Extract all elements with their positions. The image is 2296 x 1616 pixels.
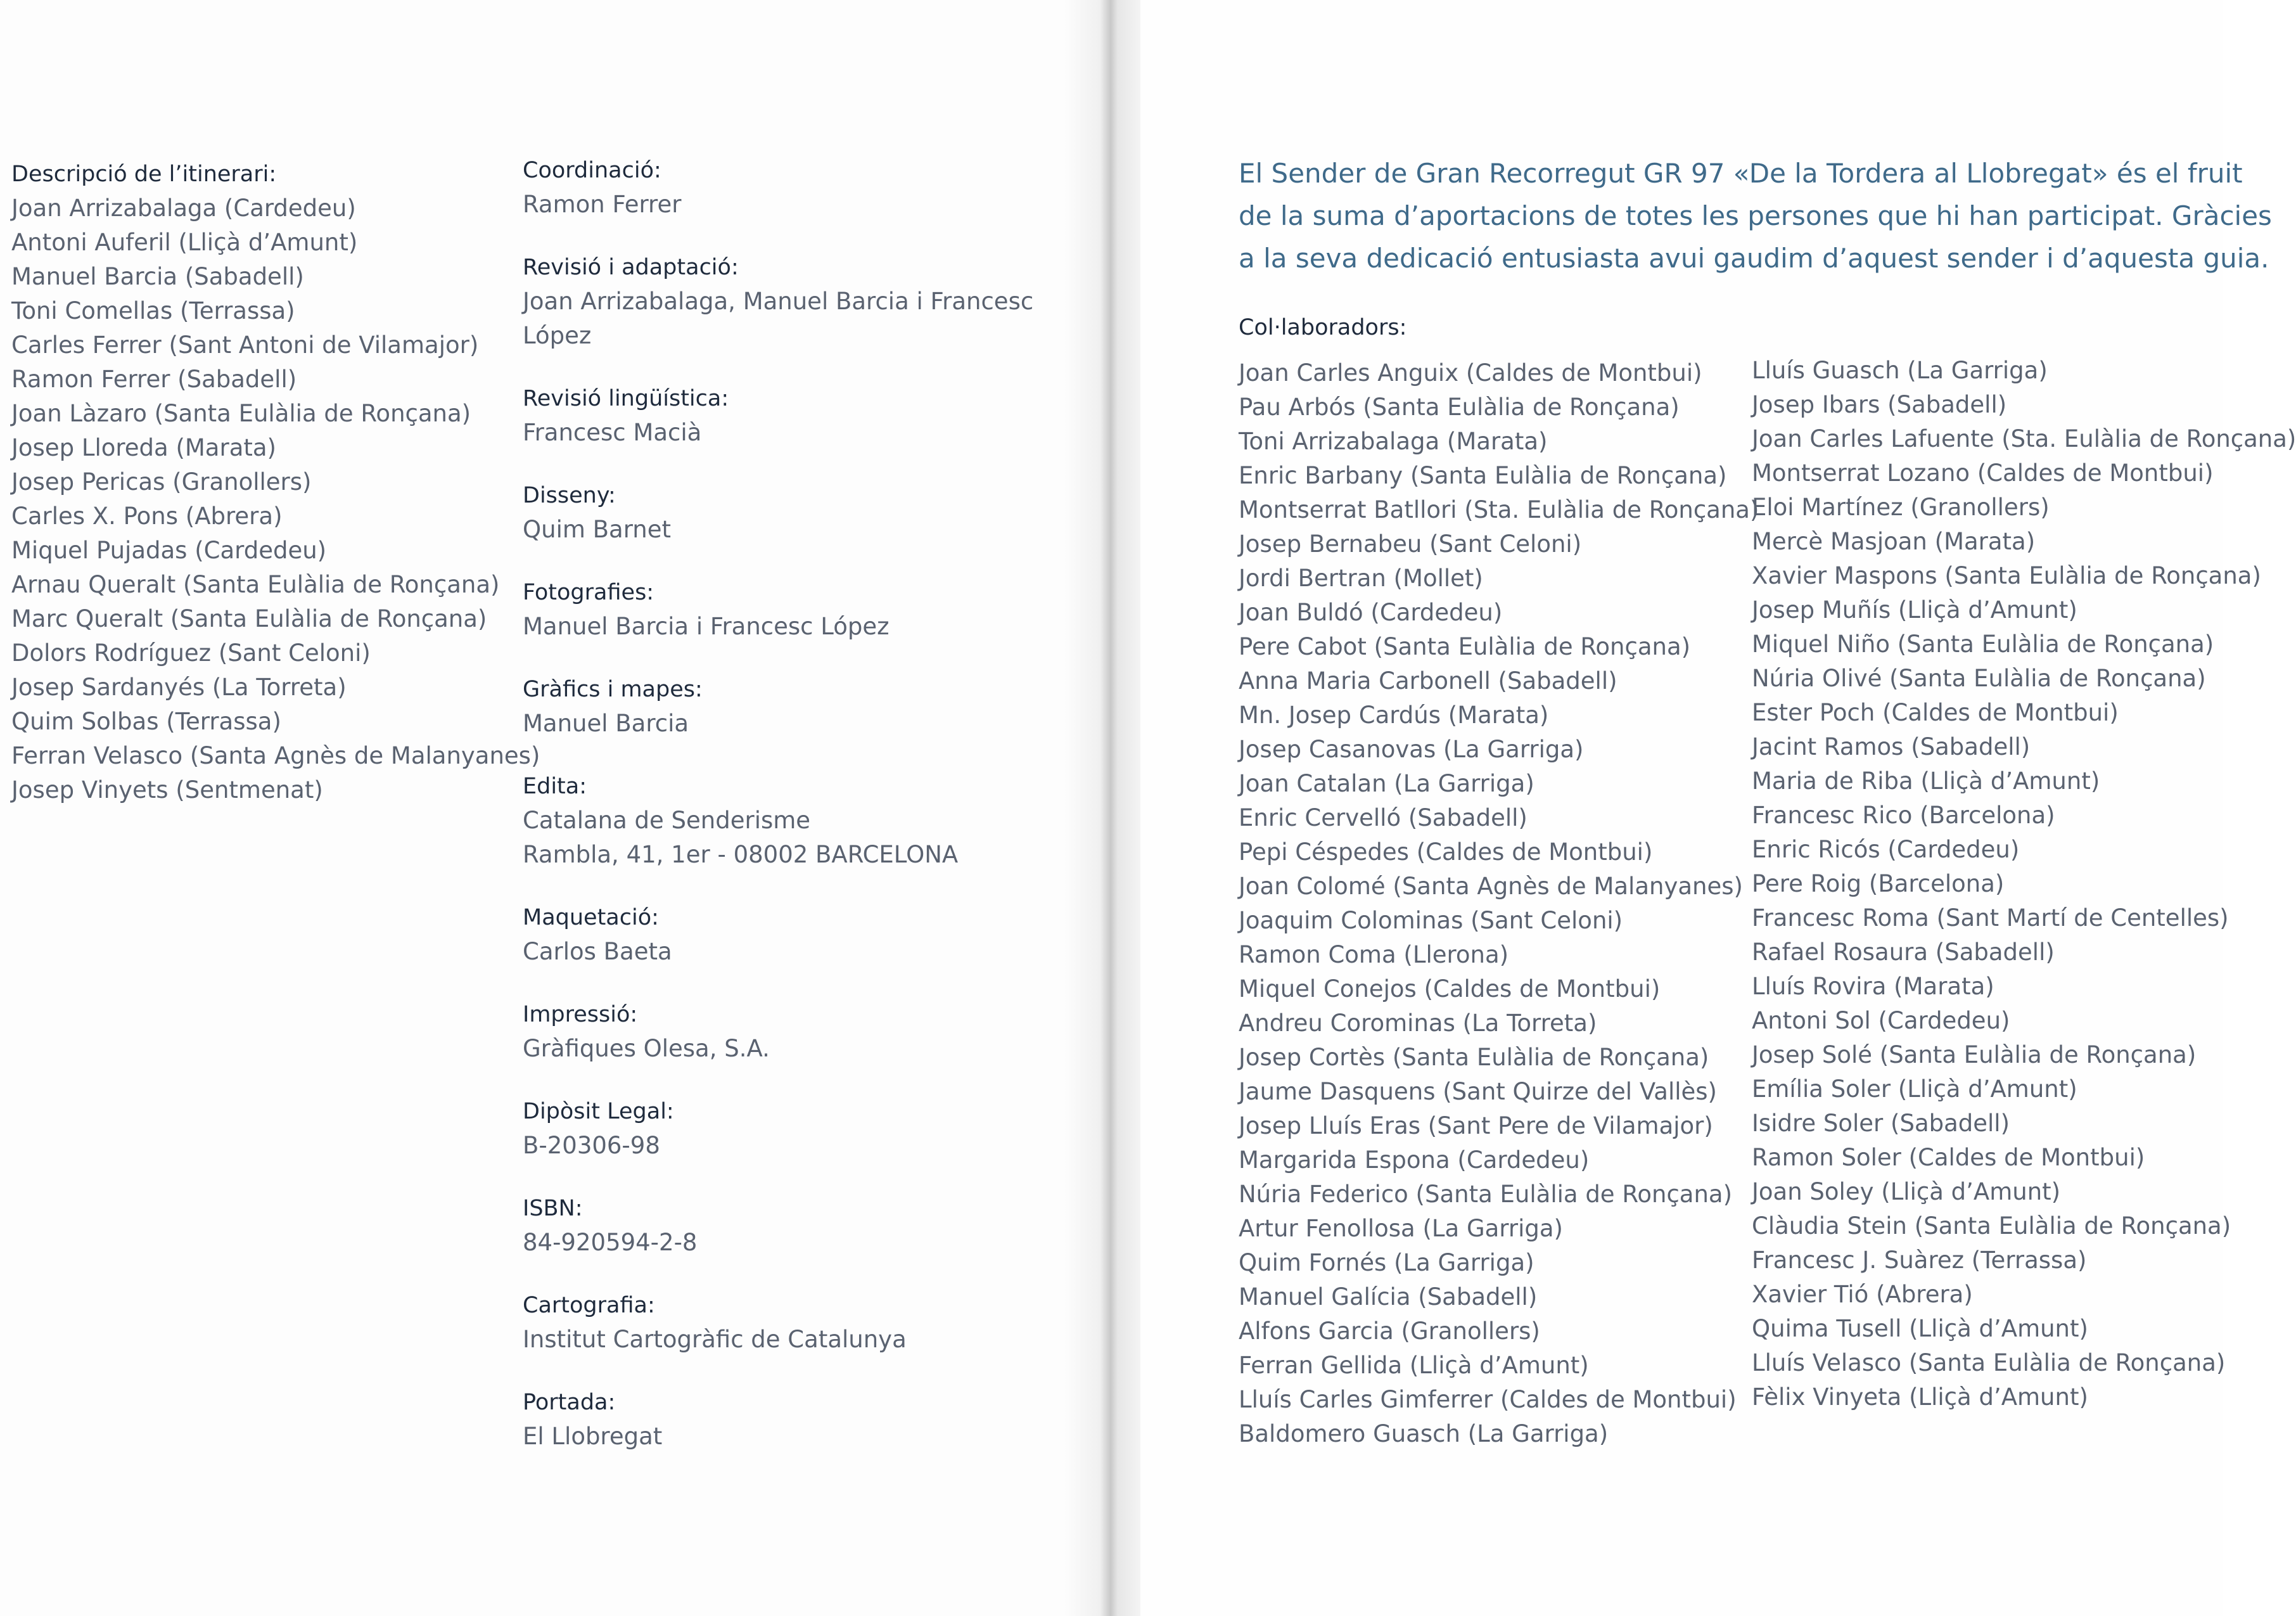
collaborator-name: Joan Colomé (Santa Agnès de Malanyanes) <box>1239 873 1743 900</box>
collaborators-heading: Col·laboradors: <box>1239 315 1407 340</box>
credit-section <box>523 769 1042 872</box>
credit-section <box>523 672 1042 741</box>
credit-heading: Dipòsit Legal: <box>523 1099 674 1124</box>
collaborator-name: Artur Fenollosa (La Garriga) <box>1239 1215 1563 1242</box>
collaborator-name: Joan Soley (Lliçà d’Amunt) <box>1752 1178 2061 1205</box>
credit-value: 84-920594-2-8 <box>523 1229 698 1256</box>
collaborator-name: Joan Catalan (La Garriga) <box>1239 770 1534 797</box>
collaborator-name: Toni Arrizabalaga (Marata) <box>1239 428 1548 455</box>
collaborator-name: Pere Cabot (Santa Eulàlia de Ronçana) <box>1239 633 1691 660</box>
collaborator-name: Quima Tusell (Lliçà d’Amunt) <box>1752 1315 2088 1342</box>
itinerary-name: Carles Ferrer (Sant Antoni de Vilamajor) <box>11 331 479 359</box>
collaborator-name: Josep Ibars (Sabadell) <box>1752 391 2007 418</box>
credit-heading: Fotografies: <box>523 580 654 605</box>
collaborator-name: Miquel Conejos (Caldes de Montbui) <box>1239 975 1661 1003</box>
collaborator-name: Francesc Rico (Barcelona) <box>1752 802 2055 829</box>
collaborator-name: Joaquim Colominas (Sant Celoni) <box>1239 907 1623 934</box>
collaborator-name: Ramon Soler (Caldes de Montbui) <box>1752 1144 2145 1171</box>
collaborator-name: Núria Federico (Santa Eulàlia de Ronçana) <box>1239 1181 1733 1208</box>
collaborator-name: Miquel Niño (Santa Eulàlia de Ronçana) <box>1752 631 2214 658</box>
itinerary-name: Manuel Barcia (Sabadell) <box>11 263 304 290</box>
itinerary-name: Josep Sardanyés (La Torreta) <box>11 674 347 701</box>
itinerary-name: Joan Arrizabalaga (Cardedeu) <box>11 195 356 222</box>
collaborator-name: Josep Solé (Santa Eulàlia de Ronçana) <box>1752 1041 2197 1068</box>
credit-heading: Maquetació: <box>523 905 659 930</box>
collaborator-name: Rafael Rosaura (Sabadell) <box>1752 939 2055 966</box>
credit-heading: Portada: <box>523 1390 616 1415</box>
collaborator-name: Margarida Espona (Cardedeu) <box>1239 1146 1590 1174</box>
intro-line: El Sender de Gran Recorregut GR 97 «De la Tordera al Llobregat» és el fruit <box>1239 158 2243 189</box>
collaborator-name: Lluís Carles Gimferrer (Caldes de Montbui) <box>1239 1386 1737 1413</box>
collaborator-name: Josep Bernabeu (Sant Celoni) <box>1239 530 1582 558</box>
credit-heading: Coordinació: <box>523 158 661 183</box>
credit-section <box>523 250 1042 353</box>
itinerary-name: Toni Comellas (Terrassa) <box>11 297 295 324</box>
collaborator-name: Clàudia Stein (Santa Eulàlia de Ronçana) <box>1752 1212 2231 1240</box>
collaborator-name: Jaume Dasquens (Sant Quirze del Vallès) <box>1239 1078 1717 1105</box>
collaborator-name: Josep Cortès (Santa Eulàlia de Ronçana) <box>1239 1044 1709 1071</box>
credit-value: Ramon Ferrer <box>523 191 682 218</box>
credit-value: Francesc Macià <box>523 419 702 446</box>
collaborator-name: Enric Cervelló (Sabadell) <box>1239 804 1527 831</box>
collaborator-name: Ester Poch (Caldes de Montbui) <box>1752 699 2119 726</box>
itinerary-name: Josep Pericas (Granollers) <box>11 468 312 496</box>
itinerary-name: Antoni Auferil (Lliçà d’Amunt) <box>11 229 358 256</box>
collaborator-name: Joan Buldó (Cardedeu) <box>1239 599 1503 626</box>
credit-value: Carlos Baeta <box>523 938 672 965</box>
itinerary-column <box>11 157 540 807</box>
itinerary-name: Dolors Rodríguez (Sant Celoni) <box>11 639 371 667</box>
credit-section <box>523 901 1042 969</box>
credit-value: Joan Arrizabalaga, Manuel Barcia i Francesc <box>523 288 1034 315</box>
collaborator-name: Pere Roig (Barcelona) <box>1752 870 2005 897</box>
credit-section <box>523 1385 1042 1454</box>
credit-value: Manuel Barcia i Francesc López <box>523 613 890 640</box>
itinerary-name: Ferran Velasco (Santa Agnès de Malanyanes) <box>11 742 540 769</box>
collaborator-name: Joan Carles Lafuente (Sta. Eulàlia de Ronçana) <box>1752 425 2296 452</box>
itinerary-heading: Descripció de l’itinerari: <box>11 162 277 187</box>
credit-section <box>523 153 1042 222</box>
credit-heading: Gràfics i mapes: <box>523 677 703 702</box>
collaborator-name: Xavier Maspons (Santa Eulàlia de Ronçana) <box>1752 562 2261 589</box>
itinerary-name: Josep Vinyets (Sentmenat) <box>11 776 323 804</box>
credit-value: B-20306-98 <box>523 1132 660 1159</box>
credit-value: El Llobregat <box>523 1423 663 1450</box>
itinerary-name-list <box>11 191 540 807</box>
collaborator-name: Jacint Ramos (Sabadell) <box>1752 733 2031 760</box>
collaborator-name: Xavier Tió (Abrera) <box>1752 1281 1973 1308</box>
credit-heading: Edita: <box>523 774 587 799</box>
collaborator-name: Enric Barbany (Santa Eulàlia de Ronçana) <box>1239 462 1727 489</box>
credit-section <box>523 997 1042 1066</box>
collaborator-name: Manuel Galícia (Sabadell) <box>1239 1283 1538 1311</box>
credit-value: Quim Barnet <box>523 516 671 543</box>
collaborators-column-1 <box>1239 356 1758 1451</box>
collaborator-name: Fèlix Vinyeta (Lliçà d’Amunt) <box>1752 1383 2088 1411</box>
credit-value: López <box>523 322 592 349</box>
collaborator-name: Eloi Martínez (Granollers) <box>1752 494 2050 521</box>
collaborator-name: Josep Lluís Eras (Sant Pere de Vilamajor) <box>1239 1112 1713 1139</box>
credit-value: Catalana de Senderisme <box>523 807 811 834</box>
collaborator-name: Maria de Riba (Lliçà d’Amunt) <box>1752 767 2100 795</box>
collaborator-name: Anna Maria Carbonell (Sabadell) <box>1239 667 1617 695</box>
intro-line: de la suma d’aportacions de totes les persones que hi han participat. Gràcies <box>1239 200 2272 231</box>
credit-heading: ISBN: <box>523 1196 583 1221</box>
credit-section <box>523 575 1042 644</box>
collaborator-name: Francesc Roma (Sant Martí de Centelles) <box>1752 904 2229 932</box>
collaborator-name: Andreu Corominas (La Torreta) <box>1239 1010 1597 1037</box>
credits-column <box>523 153 1042 1482</box>
credit-section <box>523 1191 1042 1260</box>
itinerary-name: Carles X. Pons (Abrera) <box>11 503 283 530</box>
credit-value: Rambla, 41, 1er - 08002 BARCELONA <box>523 841 959 868</box>
itinerary-name: Josep Lloreda (Marata) <box>11 434 276 461</box>
itinerary-name: Arnau Queralt (Santa Eulàlia de Ronçana) <box>11 571 500 598</box>
itinerary-name: Quim Solbas (Terrassa) <box>11 708 281 735</box>
collaborator-name: Ferran Gellida (Lliçà d’Amunt) <box>1239 1352 1589 1379</box>
collaborator-name: Antoni Sol (Cardedeu) <box>1752 1007 2010 1034</box>
credit-heading: Cartografia: <box>523 1293 655 1318</box>
collaborator-name: Quim Fornés (La Garriga) <box>1239 1249 1534 1276</box>
credit-value: Institut Cartogràfic de Catalunya <box>523 1326 907 1353</box>
collaborator-name: Alfons Garcia (Granollers) <box>1239 1318 1540 1345</box>
itinerary-name: Ramon Ferrer (Sabadell) <box>11 366 297 393</box>
collaborator-name: Mercè Masjoan (Marata) <box>1752 528 2036 555</box>
collaborator-name: Pepi Céspedes (Caldes de Montbui) <box>1239 838 1653 866</box>
intro-paragraph <box>1239 152 2272 279</box>
collaborator-name: Emília Soler (Lliçà d’Amunt) <box>1752 1075 2077 1103</box>
collaborator-name: Francesc J. Suàrez (Terrassa) <box>1752 1247 2087 1274</box>
collaborator-name: Núria Olivé (Santa Eulàlia de Ronçana) <box>1752 665 2206 692</box>
book-gutter <box>1064 0 1153 1616</box>
collaborator-name: Enric Ricós (Cardedeu) <box>1752 836 2020 863</box>
collaborator-name: Lluís Velasco (Santa Eulàlia de Ronçana) <box>1752 1349 2226 1376</box>
collaborator-name: Mn. Josep Cardús (Marata) <box>1239 702 1549 729</box>
itinerary-name: Joan Làzaro (Santa Eulàlia de Ronçana) <box>11 400 471 427</box>
collaborator-name: Isidre Soler (Sabadell) <box>1752 1110 2010 1137</box>
collaborators-column-2 <box>1752 354 2296 1414</box>
collaborator-name: Lluís Rovira (Marata) <box>1752 973 1994 1000</box>
collaborator-name: Montserrat Batllori (Sta. Eulàlia de Ronçana) <box>1239 496 1759 523</box>
collaborator-name: Ramon Coma (Llerona) <box>1239 941 1509 968</box>
collaborator-name: Montserrat Lozano (Caldes de Montbui) <box>1752 459 2214 487</box>
collaborator-name: Baldomero Guasch (La Garriga) <box>1239 1420 1609 1447</box>
credit-heading: Revisió lingüística: <box>523 386 729 411</box>
itinerary-name: Marc Queralt (Santa Eulàlia de Ronçana) <box>11 605 487 632</box>
collaborator-name: Jordi Bertran (Mollet) <box>1239 565 1483 592</box>
itinerary-name: Miquel Pujadas (Cardedeu) <box>11 537 327 564</box>
collaborator-name: Lluís Guasch (La Garriga) <box>1752 357 2048 384</box>
credit-section <box>523 478 1042 547</box>
credit-section <box>523 1288 1042 1357</box>
collaborator-name: Pau Arbós (Santa Eulàlia de Ronçana) <box>1239 394 1680 421</box>
credit-heading: Revisió i adaptació: <box>523 255 739 280</box>
collaborator-name: Joan Carles Anguix (Caldes de Montbui) <box>1239 359 1702 387</box>
credit-value: Gràfiques Olesa, S.A. <box>523 1035 770 1062</box>
credit-section <box>523 1094 1042 1163</box>
collaborator-name: Josep Muñís (Lliçà d’Amunt) <box>1752 596 2077 624</box>
credit-heading: Impressió: <box>523 1002 638 1027</box>
credit-heading: Disseny: <box>523 483 616 508</box>
collaborator-name: Josep Casanovas (La Garriga) <box>1239 736 1584 763</box>
credit-section <box>523 382 1042 450</box>
credit-value: Manuel Barcia <box>523 710 689 737</box>
intro-line: a la seva dedicació entusiasta avui gaudim d’aquest sender i d’aquesta guia. <box>1239 243 2269 274</box>
